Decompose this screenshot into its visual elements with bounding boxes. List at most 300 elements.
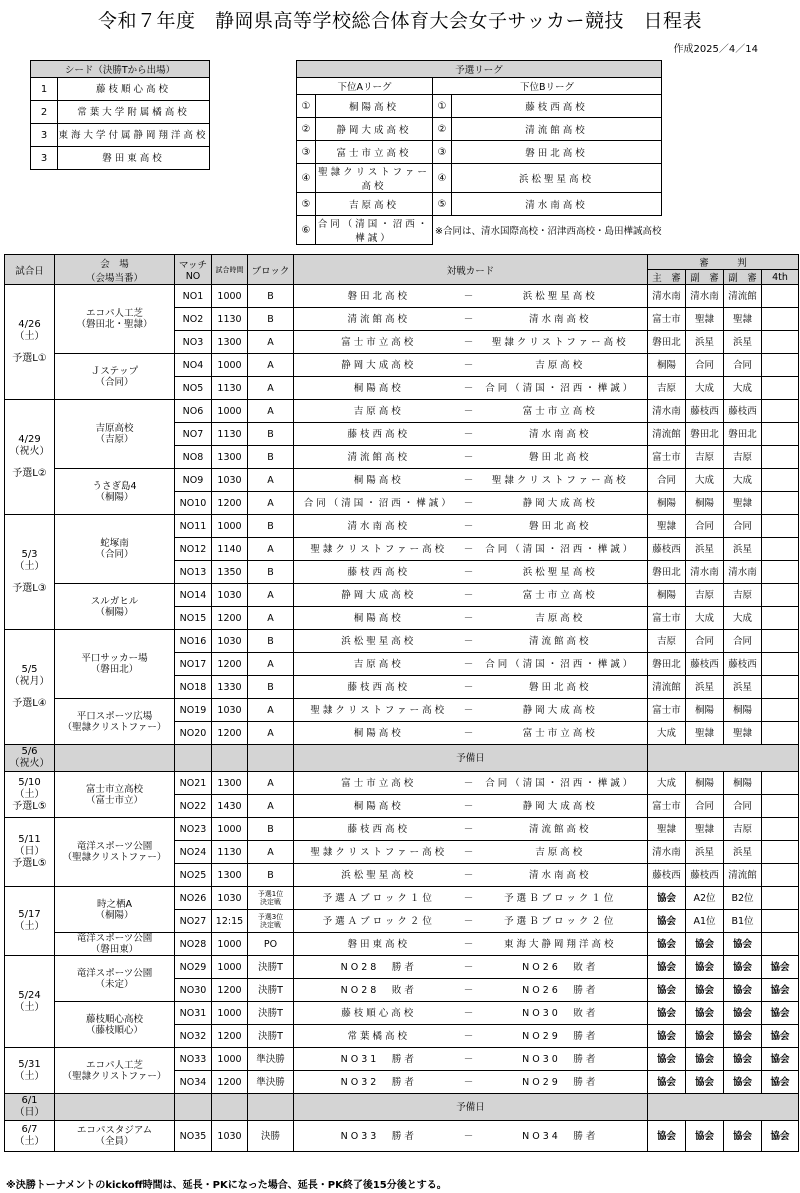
- match-number: NO16: [175, 630, 212, 653]
- versus-dash: －: [464, 653, 474, 676]
- away-team: 聖隷クリストファー高校: [474, 331, 648, 354]
- match-number: NO18: [175, 676, 212, 699]
- home-team: 浜松聖星高校: [294, 630, 464, 653]
- match-block: B: [248, 446, 294, 469]
- referee-cell: 清流館: [724, 864, 762, 887]
- match-time: 1000: [212, 285, 248, 308]
- referee-cell: [762, 446, 799, 469]
- referee-cell: 合同: [724, 515, 762, 538]
- referee-cell: 富士市: [648, 308, 686, 331]
- home-team: 富士市立高校: [294, 772, 464, 795]
- league-a-number: ②: [297, 118, 316, 141]
- referee-cell: [762, 864, 799, 887]
- match-number: NO35: [175, 1121, 212, 1152]
- referee-cell: 合同: [724, 795, 762, 818]
- referee-cell: 浜星: [724, 841, 762, 864]
- league-row: [297, 118, 662, 141]
- referee-cell: 藤枝西: [648, 864, 686, 887]
- referee-cell: 協会: [724, 1025, 762, 1048]
- referee-cell: 協会: [686, 979, 724, 1002]
- date-label: 5/5 （祝月）: [9, 664, 50, 687]
- referee-cell: 清水南: [724, 561, 762, 584]
- versus-dash: －: [464, 864, 474, 887]
- league-a-team: 富士市立高校: [316, 141, 433, 164]
- match-block: PO: [248, 933, 294, 956]
- referee-cell: 大成: [648, 722, 686, 745]
- referee-cell: [762, 515, 799, 538]
- date-label: 5/10 （土） 予選L⑤: [12, 776, 47, 812]
- referee-cell: 磐田北: [648, 653, 686, 676]
- home-team: 桐陽高校: [294, 469, 464, 492]
- away-team: NO30 勝者: [474, 1048, 648, 1071]
- block-header: ブロック: [248, 255, 294, 285]
- match-time: 1330: [212, 676, 248, 699]
- match-time: 1000: [212, 956, 248, 979]
- match-row: [5, 285, 799, 308]
- home-team: 聖隷クリストファー高校: [294, 841, 464, 864]
- match-block: B: [248, 630, 294, 653]
- referee-cell: [762, 910, 799, 933]
- league-b-number: ⑤: [433, 193, 452, 216]
- away-team: 富士市立高校: [474, 584, 648, 607]
- referee-cell: 清流館: [648, 676, 686, 699]
- league-row: [297, 164, 662, 193]
- referee-cell: [762, 538, 799, 561]
- match-number: NO17: [175, 653, 212, 676]
- match-number: NO7: [175, 423, 212, 446]
- referee-cell: 合同: [686, 630, 724, 653]
- match-time: 1130: [212, 841, 248, 864]
- match-block: 決勝T: [248, 979, 294, 1002]
- referee-cell: [762, 561, 799, 584]
- date-label: 4/29 （祝火）: [9, 434, 50, 457]
- away-team: NO29 勝者: [474, 1025, 648, 1048]
- away-team: 清水南高校: [474, 423, 648, 446]
- match-time: 1030: [212, 469, 248, 492]
- match-number: NO29: [175, 956, 212, 979]
- match-number: NO8: [175, 446, 212, 469]
- match-row: [5, 1048, 799, 1071]
- home-team: NO31 勝者: [294, 1048, 464, 1071]
- venue-cell: うさぎ島4 （桐陽）: [55, 469, 175, 515]
- referee-cell: 聖隷: [686, 722, 724, 745]
- referee-cell: 協会: [686, 956, 724, 979]
- referee-cell: 合同: [686, 354, 724, 377]
- match-time: 1200: [212, 1025, 248, 1048]
- referee-cell: [762, 308, 799, 331]
- seed-team: 東海大学付属静岡翔洋高校: [58, 124, 210, 147]
- away-team: 静岡大成高校: [474, 492, 648, 515]
- referee-cell: A1位: [686, 910, 724, 933]
- spare-cell: [55, 1094, 175, 1121]
- spare-cell: [648, 1094, 799, 1121]
- league-row: [297, 95, 662, 118]
- referee-cell: 桐陽: [686, 772, 724, 795]
- referee-cell: 桐陽: [648, 492, 686, 515]
- spare-cell: [175, 1094, 212, 1121]
- home-team: 桐陽高校: [294, 607, 464, 630]
- seed-number: 3: [31, 147, 58, 170]
- match-date: [5, 1121, 55, 1152]
- home-team: 藤枝順心高校: [294, 1002, 464, 1025]
- league-b-team: 清水南高校: [452, 193, 662, 216]
- referee-cell: 富士市: [648, 607, 686, 630]
- venue-cell: 吉原高校 （吉原）: [55, 400, 175, 469]
- venue-cell: 平口サッカー場 （磐田北）: [55, 630, 175, 699]
- home-team: 桐陽高校: [294, 722, 464, 745]
- seed-number: 1: [31, 78, 58, 101]
- spare-cell: [248, 1094, 294, 1121]
- match-number: NO26: [175, 887, 212, 910]
- match-time: 1030: [212, 1121, 248, 1152]
- league-b-number: ③: [433, 141, 452, 164]
- match-row: [5, 818, 799, 841]
- date-header: 試合日: [5, 255, 55, 285]
- spare-cell: [175, 745, 212, 772]
- referee-cell: 富士市: [648, 795, 686, 818]
- referee-cell: B2位: [724, 887, 762, 910]
- venue-cell: 蛇塚南 （合同）: [55, 515, 175, 584]
- home-team: 浜松聖星高校: [294, 864, 464, 887]
- home-team: NO28 敗者: [294, 979, 464, 1002]
- match-block: A: [248, 354, 294, 377]
- away-team: 吉原高校: [474, 607, 648, 630]
- versus-dash: －: [464, 446, 474, 469]
- round-label: 予選L①: [12, 353, 47, 364]
- referee-cell: [762, 699, 799, 722]
- referee-cell: A2位: [686, 887, 724, 910]
- versus-dash: －: [464, 285, 474, 308]
- versus-dash: －: [464, 469, 474, 492]
- versus-dash: －: [464, 400, 474, 423]
- match-date: [5, 818, 55, 887]
- match-time: 1130: [212, 423, 248, 446]
- round-label: 予選L②: [12, 468, 47, 479]
- referee-cell: 聖隷: [686, 308, 724, 331]
- league-b-number: ①: [433, 95, 452, 118]
- referee-cell: 協会: [724, 956, 762, 979]
- date-label: 4/26 （土）: [14, 319, 45, 342]
- referee-cell: [762, 423, 799, 446]
- league-header: 予選リーグ: [297, 61, 662, 78]
- referee-cell: 合同: [686, 795, 724, 818]
- date-label: 5/11 （日） 予選L⑤: [12, 834, 47, 869]
- versus-dash: －: [464, 331, 474, 354]
- referee-cell: 協会: [686, 1121, 724, 1152]
- referee-cell: [762, 887, 799, 910]
- spare-cell: [55, 745, 175, 772]
- match-time: 1200: [212, 979, 248, 1002]
- home-team: 予選Ａブロック１位: [294, 887, 464, 910]
- venue-cell: 藤枝順心高校 （藤枝順心）: [55, 1002, 175, 1048]
- referee-cell: 合同: [648, 469, 686, 492]
- referee-cell: 協会: [762, 956, 799, 979]
- away-team: 吉原高校: [474, 841, 648, 864]
- referee-cell: 協会: [648, 979, 686, 1002]
- referee-cell: 協会: [686, 1002, 724, 1025]
- referee-cell: 吉原: [648, 377, 686, 400]
- seed-header: シード（決勝Tから出場）: [31, 61, 210, 78]
- match-number: NO13: [175, 561, 212, 584]
- referee-cell: 桐陽: [648, 584, 686, 607]
- spare-day-label: 予備日: [294, 1094, 648, 1121]
- referee-cell: [762, 676, 799, 699]
- match-block: 準決勝: [248, 1071, 294, 1094]
- referee-cell: 協会: [724, 1121, 762, 1152]
- league-a-number: ④: [297, 164, 316, 193]
- match-time: 1030: [212, 887, 248, 910]
- referee-cell: 協会: [648, 1121, 686, 1152]
- league-a-team: 静岡大成高校: [316, 118, 433, 141]
- venue-cell: スルガヒル （桐陽）: [55, 584, 175, 630]
- home-team: NO33 勝者: [294, 1121, 464, 1152]
- league-a-number: ③: [297, 141, 316, 164]
- spare-cell: [212, 1094, 248, 1121]
- referee-cell: 協会: [762, 1121, 799, 1152]
- referee-cell: 藤枝西: [724, 400, 762, 423]
- seed-row: [31, 147, 210, 170]
- referee-cell: [762, 772, 799, 795]
- league-row: [297, 216, 662, 245]
- home-team: 清流館高校: [294, 308, 464, 331]
- venue-cell: エコパ人工芝 （磐田北・聖隷）: [55, 285, 175, 354]
- match-row: [5, 584, 799, 607]
- versus-dash: －: [464, 722, 474, 745]
- match-number: NO1: [175, 285, 212, 308]
- referee-cell: 浜星: [724, 331, 762, 354]
- seed-row: [31, 101, 210, 124]
- league-row: [297, 141, 662, 164]
- match-time: 12:15: [212, 910, 248, 933]
- away-team: 富士市立高校: [474, 722, 648, 745]
- home-team: 磐田東高校: [294, 933, 464, 956]
- match-block: B: [248, 864, 294, 887]
- match-time: 1300: [212, 331, 248, 354]
- match-date: [5, 285, 55, 400]
- referee-cell: [762, 630, 799, 653]
- match-number: NO5: [175, 377, 212, 400]
- match-number: NO11: [175, 515, 212, 538]
- referee-cell: 大成: [724, 607, 762, 630]
- away-team: 磐田北高校: [474, 676, 648, 699]
- match-time: 1300: [212, 446, 248, 469]
- referee-cell: 協会: [724, 1048, 762, 1071]
- away-team: NO26 勝者: [474, 979, 648, 1002]
- referee-cell: 清水南: [686, 561, 724, 584]
- versus-dash: －: [464, 377, 474, 400]
- referee-cell: [762, 795, 799, 818]
- league-a-team: 聖隷クリストファー高校: [316, 164, 433, 193]
- away-team: 磐田北高校: [474, 515, 648, 538]
- match-time: 1000: [212, 515, 248, 538]
- referee-cell: [762, 400, 799, 423]
- referee-cell: 協会: [648, 1071, 686, 1094]
- referee-subheader: 主 審: [648, 270, 686, 285]
- match-block: 予選3位 決定戦: [248, 910, 294, 933]
- match-number: NO21: [175, 772, 212, 795]
- match-row: [5, 469, 799, 492]
- match-row: [5, 1002, 799, 1025]
- match-block: A: [248, 492, 294, 515]
- referee-subheader: 4th: [762, 270, 799, 285]
- referee-cell: 聖隷: [686, 818, 724, 841]
- referee-cell: 藤枝西: [724, 653, 762, 676]
- referee-cell: 協会: [648, 1048, 686, 1071]
- league-a-number: ①: [297, 95, 316, 118]
- away-team: 東海大静岡翔洋高校: [474, 933, 648, 956]
- match-row: [5, 354, 799, 377]
- referee-cell: 聖隷: [724, 492, 762, 515]
- match-block: B: [248, 515, 294, 538]
- away-team: NO34 勝者: [474, 1121, 648, 1152]
- referee-cell: 協会: [686, 1048, 724, 1071]
- home-team: 藤枝西高校: [294, 676, 464, 699]
- spare-day-label: 予備日: [294, 745, 648, 772]
- referee-cell: 聖隷: [648, 818, 686, 841]
- referee-cell: 磐田北: [724, 423, 762, 446]
- versus-dash: －: [464, 1121, 474, 1152]
- match-block: B: [248, 308, 294, 331]
- referee-cell: 協会: [762, 1025, 799, 1048]
- referee-cell: 浜星: [686, 841, 724, 864]
- away-team: 清水南高校: [474, 864, 648, 887]
- venue-cell: 時之栖A （桐陽）: [55, 887, 175, 933]
- league-b-number: ②: [433, 118, 452, 141]
- match-block: A: [248, 469, 294, 492]
- referee-cell: 富士市: [648, 699, 686, 722]
- venue-cell: 平口スポーツ広場 （聖隷クリストファー）: [55, 699, 175, 745]
- match-block: 決勝: [248, 1121, 294, 1152]
- home-team: 藤枝西高校: [294, 818, 464, 841]
- venue-cell: Ｊステップ （合同）: [55, 354, 175, 400]
- home-team: 磐田北高校: [294, 285, 464, 308]
- match-number: NO3: [175, 331, 212, 354]
- match-time: 1030: [212, 630, 248, 653]
- referee-cell: 協会: [762, 1071, 799, 1094]
- match-time: 1350: [212, 561, 248, 584]
- match-block: B: [248, 818, 294, 841]
- schedule-table: [4, 254, 799, 1152]
- league-a-header: 下位Aリーグ: [297, 78, 433, 95]
- seed-row: [31, 78, 210, 101]
- spare-day-row: [5, 745, 799, 772]
- versus-dash: －: [464, 676, 474, 699]
- match-number: NO4: [175, 354, 212, 377]
- match-number: NO34: [175, 1071, 212, 1094]
- referee-cell: 聖隷: [724, 308, 762, 331]
- match-number: NO22: [175, 795, 212, 818]
- match-row: [5, 1121, 799, 1152]
- referee-cell: [762, 653, 799, 676]
- date-label: 5/24 （土）: [14, 989, 45, 1013]
- match-block: A: [248, 772, 294, 795]
- referee-header: 審 判: [648, 255, 799, 270]
- match-time: 1430: [212, 795, 248, 818]
- match-date: [5, 630, 55, 745]
- referee-cell: 協会: [724, 1002, 762, 1025]
- referee-cell: 協会: [686, 933, 724, 956]
- match-date: [5, 772, 55, 818]
- away-team: 静岡大成高校: [474, 699, 648, 722]
- league-a-team: 合同（清国・沼西・樺誠）: [316, 216, 433, 245]
- versus-dash: －: [464, 492, 474, 515]
- home-team: 予選Ａブロック２位: [294, 910, 464, 933]
- match-row: [5, 515, 799, 538]
- away-team: 清水南高校: [474, 308, 648, 331]
- match-row: [5, 956, 799, 979]
- match-date: [5, 887, 55, 956]
- round-label: 予選L③: [12, 583, 47, 594]
- match-number: NO20: [175, 722, 212, 745]
- referee-cell: 協会: [648, 1025, 686, 1048]
- referee-cell: 協会: [686, 1071, 724, 1094]
- match-time: 1000: [212, 1002, 248, 1025]
- referee-cell: 桐陽: [724, 772, 762, 795]
- referee-cell: 大成: [686, 377, 724, 400]
- date-label: 5/3 （土）: [14, 549, 45, 572]
- versus-dash: －: [464, 1025, 474, 1048]
- league-b-team: 清流館高校: [452, 118, 662, 141]
- referee-subheader: 副 審: [686, 270, 724, 285]
- referee-cell: 吉原: [724, 584, 762, 607]
- referee-cell: [762, 607, 799, 630]
- home-team: 清水南高校: [294, 515, 464, 538]
- match-block: A: [248, 538, 294, 561]
- referee-cell: 協会: [648, 956, 686, 979]
- match-time: 1030: [212, 584, 248, 607]
- match-block: 準決勝: [248, 1048, 294, 1071]
- referee-cell: 大成: [686, 469, 724, 492]
- match-block: B: [248, 423, 294, 446]
- match-block: 予選1位 決定戦: [248, 887, 294, 910]
- referee-cell: 清水南: [686, 285, 724, 308]
- referee-cell: 合同: [724, 354, 762, 377]
- referee-cell: 吉原: [724, 818, 762, 841]
- referee-cell: 大成: [686, 607, 724, 630]
- versus-dash: －: [464, 354, 474, 377]
- match-number: NO12: [175, 538, 212, 561]
- away-team: 合同（清国・沼西・樺誠）: [474, 538, 648, 561]
- referee-cell: [762, 469, 799, 492]
- seed-team: 常葉大学附属橘高校: [58, 101, 210, 124]
- match-row: [5, 400, 799, 423]
- home-team: 常葉橘高校: [294, 1025, 464, 1048]
- versus-dash: －: [464, 910, 474, 933]
- seed-table: [30, 60, 210, 170]
- match-number: NO31: [175, 1002, 212, 1025]
- venue-cell: 竜洋スポーツ公園 （未定）: [55, 956, 175, 1002]
- spare-date: 6/1 （日）: [5, 1094, 55, 1121]
- away-team: 合同（清国・沼西・樺誠）: [474, 772, 648, 795]
- home-team: 吉原高校: [294, 653, 464, 676]
- match-block: A: [248, 653, 294, 676]
- match-time: 1000: [212, 400, 248, 423]
- versus-dash: －: [464, 1002, 474, 1025]
- date-label: 6/7 （土）: [14, 1124, 45, 1147]
- match-block: B: [248, 561, 294, 584]
- referee-cell: 藤枝西: [686, 653, 724, 676]
- footnote: ※決勝トーナメントのkickoff時間は、延長・PKになった場合、延長・PK終了後15分後とする。: [6, 1180, 447, 1191]
- match-block: A: [248, 699, 294, 722]
- match-time: 1140: [212, 538, 248, 561]
- match-row: [5, 933, 799, 956]
- home-team: 聖隷クリストファー高校: [294, 699, 464, 722]
- match-number: NO15: [175, 607, 212, 630]
- referee-cell: 浜星: [686, 676, 724, 699]
- referee-cell: 清水南: [648, 841, 686, 864]
- match-time: 1200: [212, 653, 248, 676]
- away-team: 予選Ｂブロック２位: [474, 910, 648, 933]
